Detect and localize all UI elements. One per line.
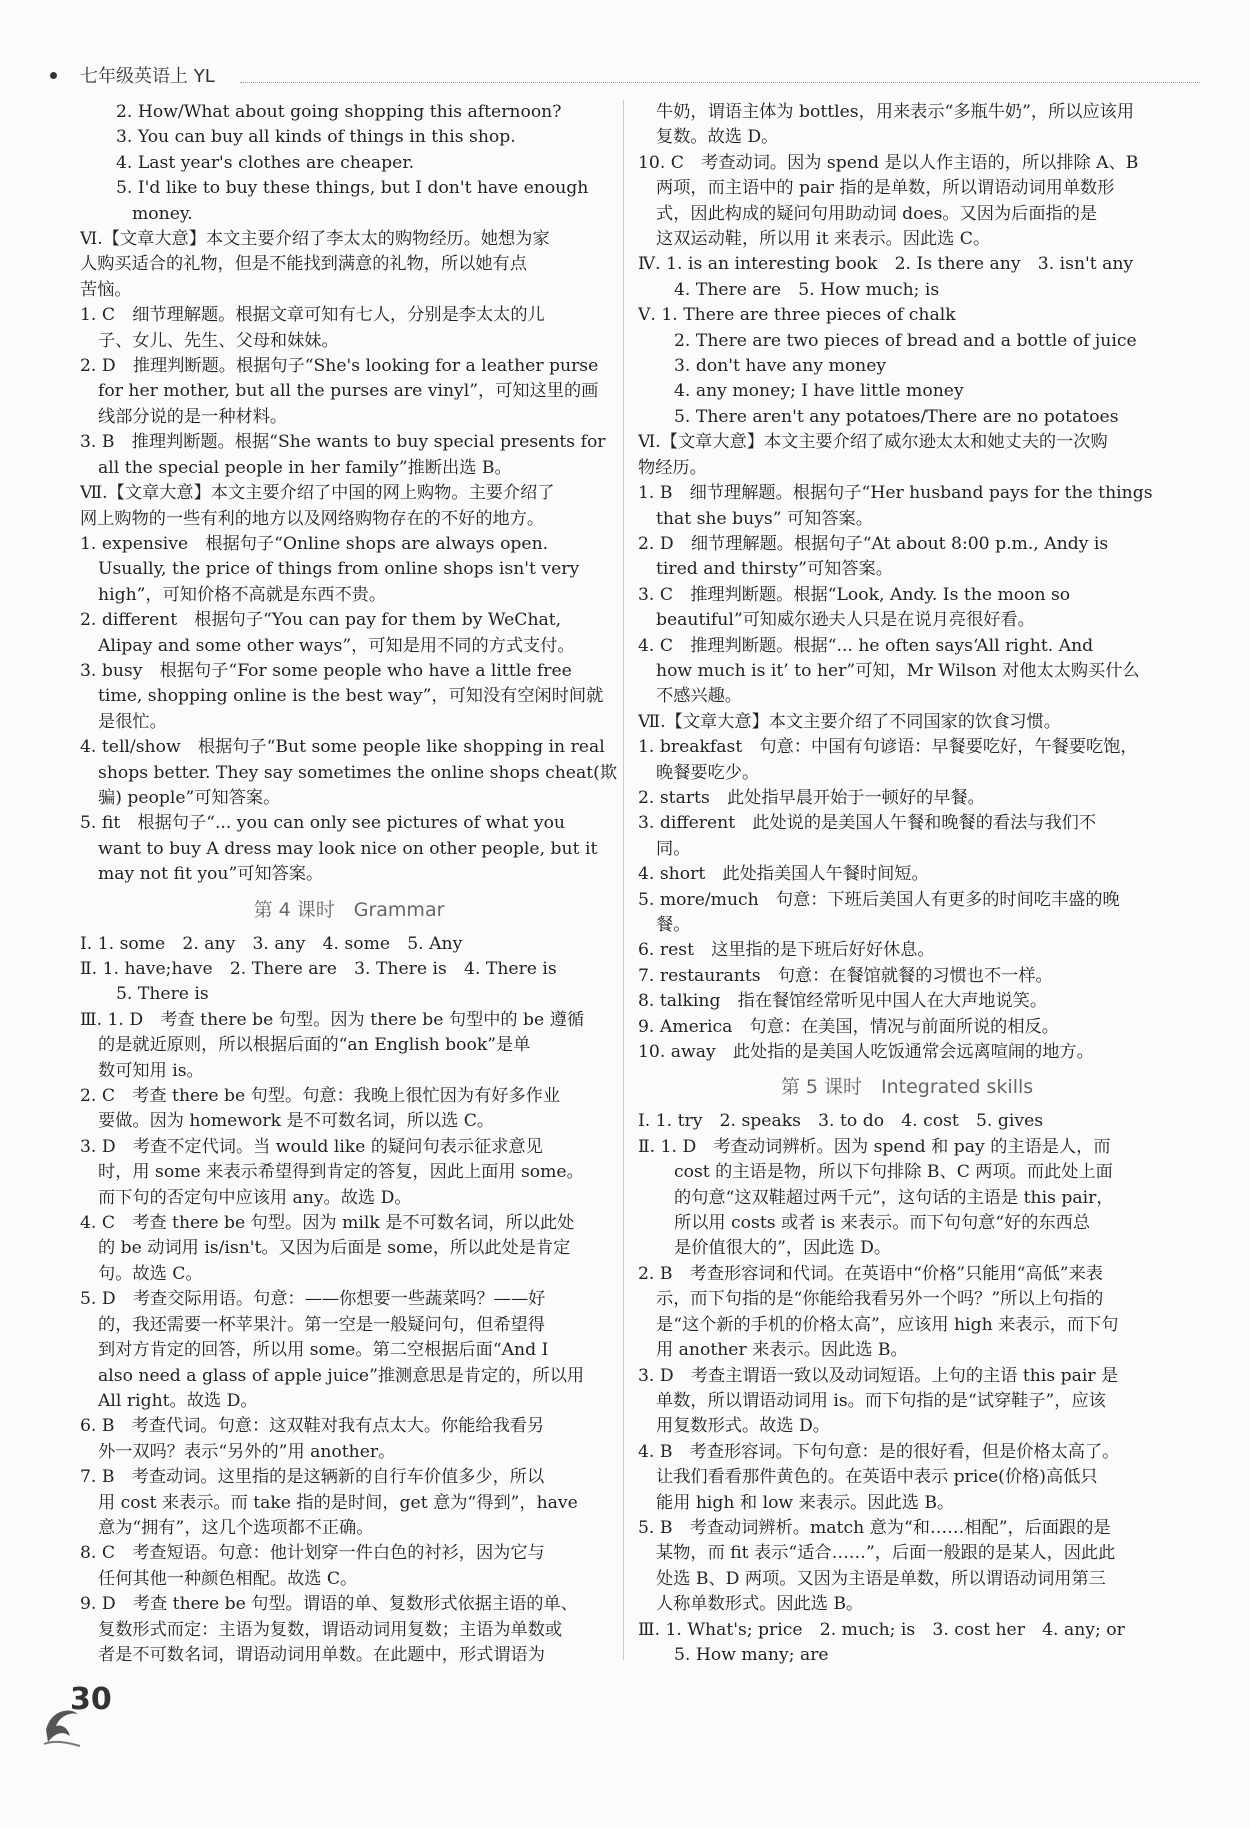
answer-line: 外一双吗？表示“另外的”用 another。 [98, 1441, 396, 1462]
answer-line: 1. breakfast 句意：中国有句谚语：早餐要吃好，午餐要吃饱， [638, 737, 1138, 758]
answer-line: 人购买适合的礼物，但是不能找到满意的礼物，所以她有点 [80, 254, 527, 275]
answer-line: 3. different 此处说的是美国人午餐和晚餐的看法与我们不 [638, 813, 1097, 834]
answer-line: 7. B 考查动词。这里指的是这辆新的自行车价值多少，所以 [80, 1467, 545, 1488]
header-rule [240, 82, 1200, 83]
answer-line: 6. B 考查代词。句意：这双鞋对我有点太大。你能给我看另 [80, 1416, 545, 1437]
answer-line: 1. expensive 根据句子“Online shops are always open. [80, 533, 549, 554]
answer-line: 线部分说的是一种材料。 [98, 406, 288, 427]
answer-line: money. [132, 203, 193, 224]
answer-line: 8. talking 指在餐馆经常听见中国人在大声地说笑。 [638, 991, 1048, 1012]
left-column [80, 100, 618, 1668]
answer-line: Ⅵ.【文章大意】本文主要介绍了李太太的购物经历。她想为家 [80, 229, 550, 250]
answer-line: Ⅴ. 1. There are three pieces of chalk [638, 305, 956, 326]
answer-line: Ⅰ. 1. some 2. any 3. any 4. some 5. Any [80, 933, 463, 954]
answer-line: 骗) people”可知答案。 [98, 787, 281, 808]
answer-line: 7. restaurants 句意：在餐馆就餐的习惯也不一样。 [638, 965, 1053, 986]
answer-line: Ⅶ.【文章大意】本文主要介绍了不同国家的饮食习惯。 [638, 711, 1061, 732]
answer-line: for her mother, but all the purses are vinyl”，可知这里的画 [98, 381, 599, 402]
page-number: 30 [70, 1682, 112, 1717]
answer-line: 而下句的否定句中应该用 any。故选 D。 [98, 1187, 412, 1208]
answer-line: 5. How many; are [674, 1644, 829, 1665]
answer-line: Ⅲ. 1. D 考查 there be 句型。因为 there be 句型中的 be 遵循 [80, 1009, 585, 1030]
answer-line: 餐。 [656, 915, 691, 935]
answer-line: 网上购物的一些有利的地方以及网络购物存在的不好的地方。 [80, 508, 545, 529]
answer-line: 物经历。 [638, 457, 707, 478]
answer-line: 10. C 考查动词。因为 spend 是以人作主语的，所以排除 A、B [638, 152, 1139, 173]
column-divider [623, 100, 624, 1660]
answer-line: 的句意“这双鞋超过两千元”，这句话的主语是 this pair， [674, 1187, 1114, 1208]
answer-line: 某物，而 fit 表示“适合……”，后面一般跟的是某人，因此此 [656, 1543, 1116, 1564]
answer-line: 用 cost 来表示。而 take 指的是时间，get 意为“得到”，have [98, 1492, 578, 1513]
answer-line: 4. There are 5. How much; is [674, 279, 940, 300]
answer-line: 的，我还需要一杯苹果汁。第一空是一般疑问句，但希望得 [98, 1314, 545, 1335]
answer-line: 2. There are two pieces of bread and a bottle of juice [674, 330, 1137, 351]
answer-line: 3. D 考查主谓语一致以及动词短语。上句的主语 this pair 是 [638, 1365, 1119, 1386]
bullet-dot [50, 72, 57, 79]
answer-line: Ⅰ. 1. try 2. speaks 3. to do 4. cost 5. gives [638, 1111, 1044, 1132]
answer-line: cost 的主语是物，所以下句排除 B、C 两项。而此处上面 [674, 1162, 1113, 1183]
answer-line: 数可知用 is。 [98, 1060, 204, 1081]
answer-line: 同。 [656, 838, 691, 859]
answer-line: 要做。因为 homework 是不可数名词，所以选 C。 [98, 1111, 495, 1132]
answer-line: 5. D 考查交际用语。句意：——你想要一些蔬菜吗？——好 [80, 1289, 546, 1310]
answer-line: 3. C 推理判断题。根据“Look, Andy. Is the moon so [638, 584, 1071, 605]
answer-line: 式，因此构成的疑问句用助动词 does。又因为后面指的是 [656, 203, 1098, 224]
answer-line: 3. busy 根据句子“For some people who have a little free [80, 660, 572, 681]
answer-line: 4. Last year's clothes are cheaper. [116, 152, 415, 173]
answer-line: 句。故选 C。 [98, 1263, 203, 1284]
answer-line: 5. I'd like to buy these things, but I don't have enough [116, 178, 589, 199]
answer-line: All right。故选 D。 [98, 1390, 258, 1411]
answer-line: Alipay and some other ways”，可知是用不同的方式支付。 [98, 635, 575, 656]
answer-line: 5. fit 根据句子“... you can only see pictures of what you [80, 813, 565, 834]
section-heading: 第 4 课时 Grammar [253, 898, 445, 921]
answer-line: 3. don't have any money [674, 356, 887, 377]
answer-line: 9. America 句意：在美国，情况与前面所说的相反。 [638, 1016, 1059, 1037]
answer-line: 4. B 考查形容词。下句句意：是的很好看，但是价格太高了。 [638, 1441, 1120, 1462]
answer-line: 任何其他一种颜色相配。故选 C。 [98, 1568, 358, 1589]
answer-line: 是很忙。 [98, 711, 167, 732]
answer-line: that she buys” 可知答案。 [656, 508, 873, 529]
answer-line: 2. C 考查 there be 句型。句意：我晚上很忙因为有好多作业 [80, 1086, 561, 1107]
answer-line: 的 be 动词用 is/isn't。又因为后面是 some，所以此处是肯定 [98, 1238, 571, 1259]
answer-line: time, shopping online is the best way”，可知没有空闲时间就 [98, 686, 604, 707]
answer-line: 两项，而主语中的 pair 指的是单数，所以谓语动词用单数形 [656, 178, 1115, 199]
answer-line: 的是就近原则，所以根据后面的“an English book”是单 [98, 1035, 531, 1056]
answer-line: 5. B 考查动词辨析。match 意为“和……相配”，后面跟的是 [638, 1517, 1111, 1538]
answer-line: 子、女儿、先生、父母和妹妹。 [98, 330, 339, 351]
answer-line: 能用 high 和 low 来表示。因此选 B。 [656, 1492, 955, 1513]
answer-line: Ⅶ.【文章大意】本文主要介绍了中国的网上购物。主要介绍了 [80, 483, 555, 504]
answer-line: 者是不可数名词，谓语动词用单数。在此题中，形式谓语为 [98, 1644, 545, 1665]
answer-line: 4. tell/show 根据句子“But some people like shopping in real [80, 737, 605, 758]
right-column [638, 100, 1176, 1668]
answer-line: 时，用 some 来表示希望得到肯定的答复，因此上面用 some。 [98, 1162, 584, 1183]
answer-line: want to buy A dress may look nice on other people, but it [98, 838, 598, 859]
answer-line: 示，而下句指的是“你能给我看另外一个吗？”所以上句指的 [656, 1289, 1104, 1310]
answer-line: 1. C 细节理解题。根据文章可知有七人，分别是李太太的儿 [80, 305, 545, 326]
answer-line: 到对方肯定的回答，所以用 some。第二空根据后面“And I [98, 1340, 549, 1361]
answer-line: 2. B 考查形容词和代词。在英语中“价格”只能用“高低”来表 [638, 1263, 1103, 1284]
answer-line: 所以用 costs 或者 is 来表示。而下句句意“好的东西总 [674, 1213, 1091, 1234]
answer-line: 1. B 细节理解题。根据句子“Her husband pays for the things [638, 483, 1153, 504]
answer-line: 4. any money; I have little money [674, 381, 964, 402]
answer-line: 5. There aren't any potatoes/There are no potatoes [674, 406, 1119, 427]
answer-line: 4. C 推理判断题。根据“... he often says‘All right. And [638, 635, 1094, 656]
answer-line: 复数形式而定：主语为复数，谓语动词用复数；主语为单数或 [98, 1619, 563, 1640]
answer-line: 5. more/much 句意：下班后美国人有更多的时间吃丰盛的晚 [638, 889, 1120, 910]
answer-line: 5. There is [116, 984, 209, 1005]
section-heading: 第 5 课时 Integrated skills [780, 1076, 1034, 1099]
answer-line: beautiful”可知威尔逊夫人只是在说月亮很好看。 [656, 610, 1035, 631]
answer-line: Ⅱ. 1. have;have 2. There are 3. There is 4. There is [80, 959, 557, 979]
answer-line: high”，可知价格不高就是东西不贵。 [98, 584, 387, 605]
answer-line: 人称单数形式。因此选 B。 [656, 1594, 864, 1615]
answer-line: 2. How/What about going shopping this afternoon? [116, 102, 562, 122]
answer-line: 是“这个新的手机的价格太高”，应该用 high 来表示，而下句 [656, 1314, 1119, 1335]
answer-line: 8. C 考查短语。句意：他计划穿一件白色的衬衫，因为它与 [80, 1543, 545, 1564]
answer-line: 复数。故选 D。 [656, 127, 779, 148]
answer-line: 3. D 考查不定代词。当 would like 的疑问句表示征求意见 [80, 1136, 543, 1157]
answer-line: tired and thirsty”可知答案。 [656, 559, 893, 580]
running-header [50, 60, 1200, 90]
answer-line: 是价值很大的”，因此选 D。 [674, 1238, 892, 1259]
answer-line: Ⅱ. 1. D 考查动词辨析。因为 spend 和 pay 的主语是人，而 [638, 1136, 1111, 1157]
answer-line: 意为“拥有”，这几个选项都不正确。 [98, 1517, 374, 1538]
answer-line: also need a glass of apple juice”推测意思是肯定的，所以用 [98, 1365, 585, 1386]
answer-line: 不感兴趣。 [656, 686, 742, 707]
answer-line: all the special people in her family”推断出选 B。 [98, 457, 512, 478]
answer-line: 3. You can buy all kinds of things in this shop. [116, 127, 516, 148]
answer-line: 牛奶，谓语主体为 bottles，用来表示“多瓶牛奶”，所以应该用 [656, 102, 1135, 122]
answer-line: 4. C 考查 there be 句型。因为 milk 是不可数名词，所以此处 [80, 1213, 575, 1234]
answer-line: 2. different 根据句子“You can pay for them by WeChat, [80, 610, 562, 631]
header-title: 七年级英语上 YL [80, 66, 215, 87]
answer-line: 这双运动鞋，所以用 it 来表示。因此选 C。 [656, 229, 991, 250]
answer-line: 9. D 考查 there be 句型。谓语的单、复数形式依据主语的单、 [80, 1594, 578, 1615]
answer-line: Ⅵ.【文章大意】本文主要介绍了威尔逊太太和她丈夫的一次购 [638, 432, 1108, 453]
answer-line: 2. starts 此处指早晨开始于一顿好的早餐。 [638, 787, 985, 808]
answer-line: 用复数形式。故选 D。 [656, 1416, 830, 1437]
answer-line: how much is it’ to her”可知，Mr Wilson 对他太太购买什么 [656, 660, 1140, 681]
answer-line: 2. D 推理判断题。根据句子“She's looking for a leather purse [80, 356, 599, 377]
answer-line: 3. B 推理判断题。根据“She wants to buy special presents for [80, 432, 606, 453]
answer-line: 苦恼。 [80, 279, 132, 300]
answer-line: may not fit you”可知答案。 [98, 864, 324, 885]
answer-line: Ⅳ. 1. is an interesting book 2. Is there any 3. isn't any [638, 254, 1134, 275]
answer-line: 10. away 此处指的是美国人吃饭通常会远离喧闹的地方。 [638, 1042, 1094, 1063]
answer-line: Ⅲ. 1. What's; price 2. much; is 3. cost her 4. any; or [638, 1619, 1125, 1640]
answer-line: 2. D 细节理解题。根据句子“At about 8:00 p.m., Andy is [638, 533, 1109, 554]
answer-line: 晚餐要吃少。 [656, 762, 760, 783]
answer-line: 用 another 来表示。因此选 B。 [656, 1340, 908, 1361]
answer-line: 4. short 此处指美国人午餐时间短。 [638, 864, 929, 885]
answer-line: 让我们看看那件黄色的。在英语中表示 price(价格)高低只 [656, 1467, 1098, 1488]
answer-line: 6. rest 这里指的是下班后好好休息。 [638, 940, 935, 961]
answer-line: Usually, the price of things from online shops isn't very [98, 559, 580, 580]
answer-line: shops better. They say sometimes the online shops cheat(欺 [98, 762, 618, 783]
answer-line: 单数，所以谓语动词用 is。而下句指的是“试穿鞋子”，应该 [656, 1390, 1106, 1411]
answer-line: 处选 B、D 两项。又因为主语是单数，所以谓语动词用第三 [656, 1568, 1106, 1589]
